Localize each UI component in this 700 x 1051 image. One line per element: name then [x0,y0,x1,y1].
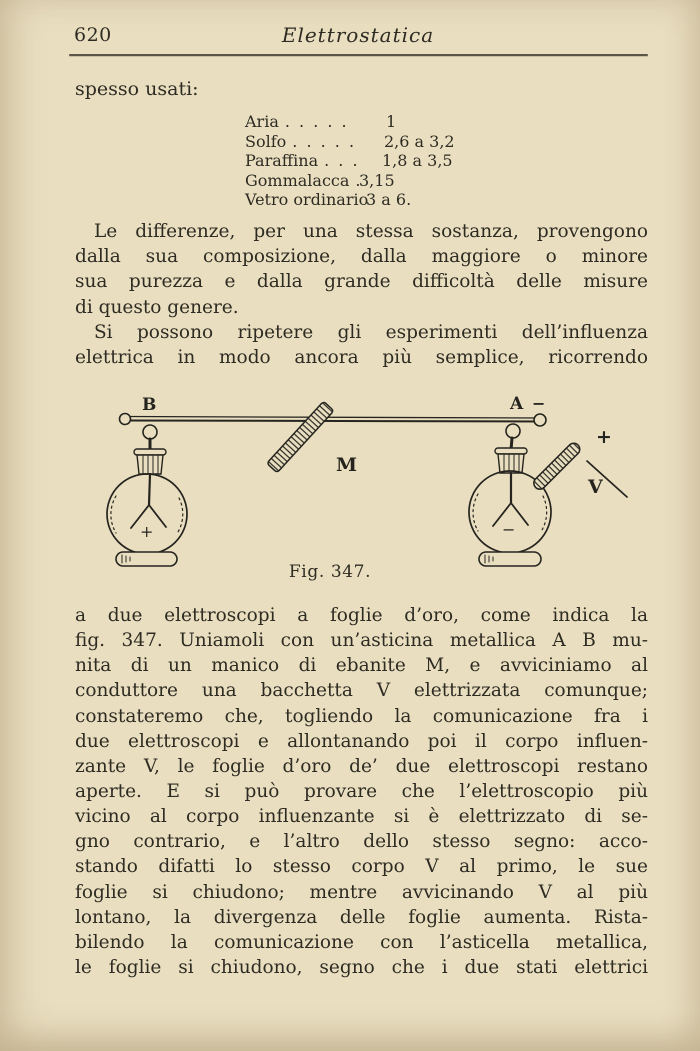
header-rule [69,54,648,56]
label-A: A [510,394,524,414]
text-line: di questo genere. [75,296,239,318]
table-row-value: 1 [386,112,397,131]
table-row-label: Paraffina [245,151,319,170]
page-number: 620 [74,24,112,46]
label-B: B [142,395,157,415]
table-row [245,171,505,191]
metal-rod-AB [120,414,547,427]
text-line: gno contrario, e l’altro dello stesso segno: acco- [75,831,648,853]
text-line: elettrica in modo ancora più semplice, ricorrendo [75,347,648,369]
intro-line: spesso usati: [75,78,199,100]
dot-leader: . . . [324,151,358,170]
table-row-label: Gommalacca [245,170,350,190]
table-row-label: Vetro ordinario [245,190,369,209]
dot-leader: . . . . . [284,112,347,131]
paragraph-differences [75,219,648,320]
label-plus-left-flask: + [140,522,154,541]
figure-347-illustration [70,393,650,588]
paragraph-main [75,603,648,980]
figure-caption: Fig. 347. [288,562,372,582]
label-minus-right-flask: − [502,520,516,539]
text-line: stando difatti lo stesso corpo V al primo, le sue [75,856,648,878]
label-plus-vrod: + [596,426,612,448]
text-line: conduttore una bacchetta V elettrizzata comunque; [75,680,648,702]
text-line: vicino al corpo influenzante si è elettrizzato di se- [75,806,648,828]
table-row-value: 1,8 a 3,5 [382,151,453,170]
text-line: bilendo la comunicazione con l’asticella metallica, [75,931,648,953]
electroscope-right [469,424,551,566]
paragraph-experiments [75,320,648,370]
text-line: zante V, le foglie d’oro de’ due elettroscopi restano [75,755,648,777]
label-V: V [588,476,603,498]
ebonite-handle [267,401,334,472]
running-header-title: Elettrostatica [281,23,435,47]
text-line: nita di un manico di ebanite M, e avviciniamo al [75,655,648,677]
label-minus-rod: − [532,394,546,413]
text-line: aperte. E si può provare che l’elettroscopio più [75,780,648,802]
text-line: due elettroscopi e allontanando poi il corpo influen- [75,730,648,752]
table-row-label: Aria [245,112,279,131]
text-line: fig. 347. Uniamoli con un’asticina metallica A B mu- [75,630,648,652]
dot-leader: . [355,170,361,190]
text-line: a due elettroscopi a foglie d’oro, come indica la [75,605,648,626]
table-row [245,132,505,152]
label-M: M [336,454,358,476]
text-line: dalla sua composizione, dalla maggiore o minore [75,246,648,268]
dot-leader: . . . . . [292,131,355,151]
text-line: constateremo che, togliendo la comunicazione fra i [75,705,648,727]
text-line: Le differenze, per una stessa sostanza, provengono [94,221,648,242]
table-row-label: Solfo [245,131,287,151]
table-row [245,151,505,171]
electroscope-left [107,425,187,566]
table-row [245,112,505,132]
dielectric-constants-table [245,112,505,210]
charged-rod-V [531,441,627,497]
table-row-value: 2,6 a 3,2 [384,131,455,151]
table-row [245,190,505,210]
text-line: le foglie si chiudono, segno che i due stati elettrici [75,956,648,978]
text-line: foglie si chiudono; mentre avvicinando V al più [75,881,648,903]
table-row-value: 3,15 [359,170,395,190]
table-row-value: 3 a 6. [366,190,412,209]
text-line: Si possono ripetere gli esperimenti dell’influenza [94,322,648,343]
text-line: lontano, la divergenza delle foglie aumenta. Rista- [75,906,648,928]
text-line: sua purezza e dalla grande difficoltà delle misure [75,271,648,293]
